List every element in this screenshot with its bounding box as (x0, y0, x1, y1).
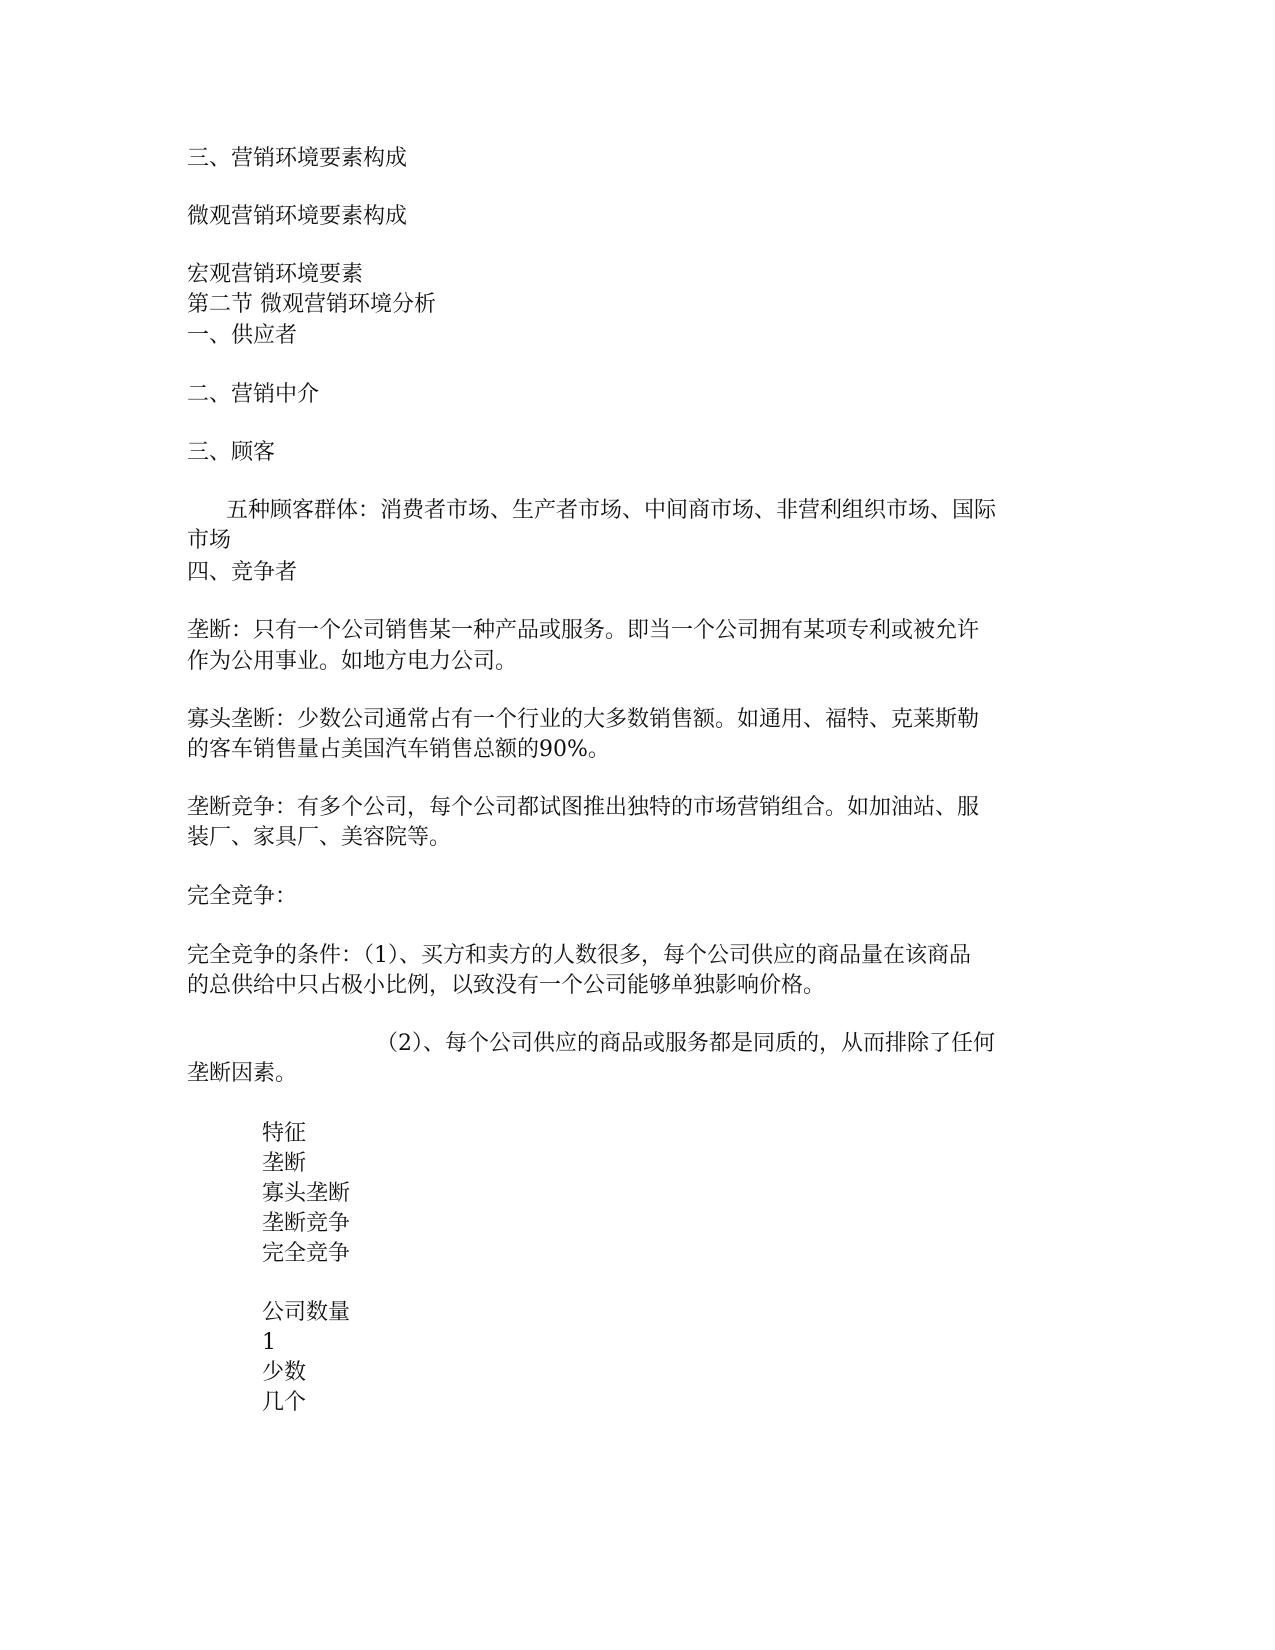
heading-supplier: 一、供应者 (187, 323, 298, 348)
table-col1-row-monopolistic: 垄断竞争 (262, 1211, 351, 1236)
oligopoly-line2: 的客车销售量占美国汽车销售总额的90%。 (187, 737, 610, 762)
table-col1-row-monopoly: 垄断 (262, 1151, 307, 1176)
table-col2-header: 公司数量 (262, 1300, 351, 1325)
table-col1-header: 特征 (262, 1121, 307, 1146)
customer-groups-line2: 市场 (187, 528, 232, 553)
heading-elements: 三、营销环境要素构成 (187, 146, 408, 171)
table-col2-row-1: 1 (262, 1330, 276, 1355)
heading-macro-elements: 宏观营销环境要素 (187, 262, 364, 287)
perfect-condition1-line1: 完全竞争的条件：（1）、买方和卖方的人数很多，每个公司供应的商品量在该商品 (187, 943, 971, 968)
heading-section-2: 第二节 微观营销环境分析 (187, 292, 436, 317)
table-col1-row-perfect: 完全竞争 (262, 1241, 351, 1266)
heading-customer: 三、顾客 (187, 440, 276, 465)
monopolistic-competition-line1: 垄断竞争：有多个公司，每个公司都试图推出独特的市场营销组合。如加油站、服 (187, 795, 980, 820)
perfect-condition2-line2: 垄断因素。 (187, 1061, 298, 1086)
heading-micro-elements: 微观营销环境要素构成 (187, 204, 408, 229)
perfect-condition1-line2: 的总供给中只占极小比例，以致没有一个公司能够单独影响价格。 (187, 973, 826, 998)
monopoly-line1: 垄断：只有一个公司销售某一种产品或服务。即当一个公司拥有某项专利或被允许 (187, 618, 980, 643)
perfect-condition2-line1: （2）、每个公司供应的商品或服务都是同质的，从而排除了任何 (376, 1031, 995, 1056)
table-col2-row-3: 几个 (262, 1390, 307, 1415)
table-col2-row-2: 少数 (262, 1360, 307, 1385)
heading-intermediary: 二、营销中介 (187, 382, 320, 407)
heading-competitor: 四、竞争者 (187, 560, 298, 585)
monopoly-line2: 作为公用事业。如地方电力公司。 (187, 649, 518, 674)
oligopoly-line1: 寡头垄断：少数公司通常占有一个行业的大多数销售额。如通用、福特、克莱斯勒 (187, 707, 980, 732)
monopolistic-competition-line2: 装厂、家具厂、美容院等。 (187, 825, 452, 850)
perfect-competition-title: 完全竞争： (187, 884, 298, 909)
customer-groups-line1: 五种顾客群体：消费者市场、生产者市场、中间商市场、非营利组织市场、国际 (226, 498, 997, 523)
table-col1-row-oligopoly: 寡头垄断 (262, 1181, 351, 1206)
